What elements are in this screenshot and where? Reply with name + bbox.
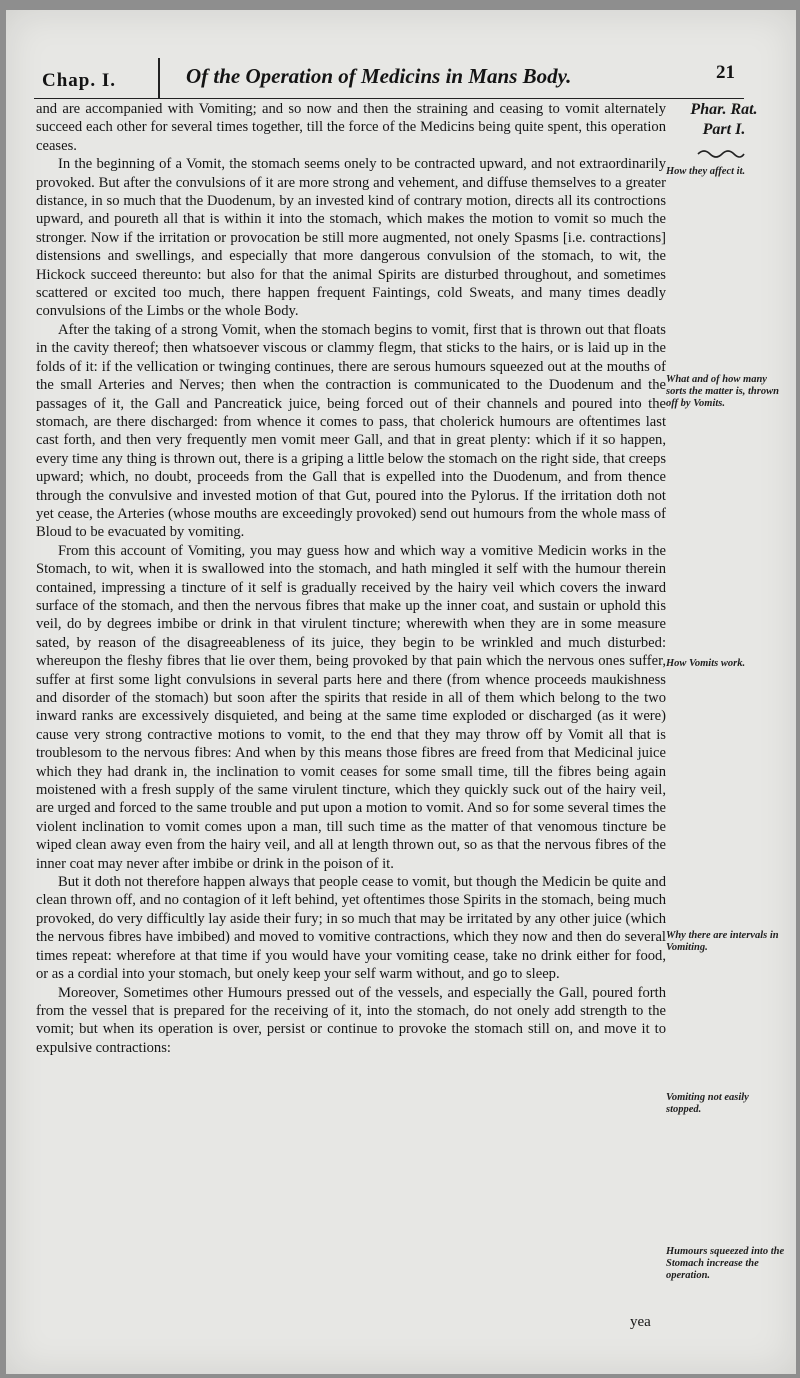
margin-note-3: How Vomits work. (666, 658, 746, 669)
margin-note-1: How they affect it. (666, 166, 746, 177)
main-text (36, 100, 666, 1057)
paragraph-5: But it doth not therefore happen always that people cease to vomit, but though the Medicin be quite and clean thrown off, and no contagion of it left behind, yet oftentimes those Spirits in the stomach, being much provoked, do very difficultly lay aside their fury; in so much that may be irritated by any other juice (which the nervous fibres have imbibed) and moved to vomitive contractions, which they now and then do several times repeat: wherefore at that time if you would have your vomiting cease, take no drink either for food, or as a cordial into your stomach, but onely keep your self warm without, and go to sleep. (36, 874, 666, 983)
margin-book-reference (654, 100, 794, 140)
margin-note-4: Why there are intervals in Vomiting. (666, 930, 779, 953)
flourish-ornament (696, 146, 746, 162)
margin-ref-line2: Part I. (702, 121, 746, 138)
margin-ref-line1: Phar. Rat. (690, 101, 758, 118)
margin-note-2: What and of how many sorts the matter is, thrown off by Vomits. (666, 374, 779, 409)
paragraph-6: Moreover, Sometimes other Humours pressed out of the vessels, and especially the Gall, poured forth from the vessel that is prepared for the receiving of it, into the stomach, do not onely add strength to the vomit; but when its operation is over, persist or continue to provoke the stomach still on, and move it to expulsive contractions: (36, 984, 666, 1056)
margin-note-6: Humours squeezed into the Stomach increase the operation. (666, 1246, 785, 1281)
page-number: 21 (716, 62, 735, 83)
catchword: yea (630, 1314, 651, 1330)
book-page (6, 10, 796, 1374)
running-title: Of the Operation of Medicins in Mans Body. (186, 64, 572, 88)
paragraph-1: and are accompanied with Vomiting; and so now and then the straining and ceasing to vomit alternately succeed each other for several times together, till the force of the Medicins being quite spent, this operation ceases. (36, 101, 666, 154)
running-header (34, 58, 744, 99)
margin-note-5: Vomiting not easily stopped. (666, 1092, 749, 1115)
chapter-label: Chap. I. (42, 70, 116, 91)
paragraph-2: In the beginning of a Vomit, the stomach seems onely to be contracted upward, and not extraordinarily provoked. But after the convulsions of it are more strong and vehement, and diffuse themselves to a greater distance, in so much that the Duodenum, by an invested kind of contrary motion, directs all its controctions upward, and poureth all that is within it into the stomach, which makes the motion to vomit so much the stronger. Now if the irritation or provocation be still more augmented, not onely Spasms [i.e. contractions] distensions and swellings, and especially that more dangerous convulsion of the stomach, to wit, the Hickock succeed thereunto: but also for that the animal Spirits are disturbed throughout, and sometimes scattered or excited too much, there happen frequent Faintings, cold Sweats, and many times deadly convulsions of the Limbs or the whole Body. (36, 156, 666, 320)
paragraph-4: From this account of Vomiting, you may guess how and which way a vomitive Medicin works in the Stomach, to wit, when it is swallowed into the stomach, and hath mingled it self with the humour therein contained, impressing a tincture of it self is gradually received by the hairy veil which covers the inward surface of the stomach, and then the nervous fibres that make up the inner coat, and sustain or uphold this veil, do by degrees imbibe or drink in that virulent tincture; wherewith when they are in some measure sated, by reason of the disagreeableness of its juice, they begin to be wrinkled and much disturbed: whereupon the fleshy fibres that lie over them, being provoked by that pain which the nervous ones suffer, suffer at first some light convulsions in several parts here and there (from whence proceeds maukishness and disorder of the stomach) but soon after the spirits that reside in all of them which belong to the two inward ranks are excessively disquieted, and being at the same time exploded or discharged (as it were) cause very strong contractive motions to vomit, to the end that they may throw off by Vomit all that is troublesom to the nervous fibres: And when by this means those fibres are freed from that Medicinal juice which they had drank in, the inclination to vomit ceases for some small time, till the fibres being again moistened with a fresh supply of the same virulent tincture, which they quickly suck out of the hairy veil, are urged and forced to the same trouble and put upon a motion to vomit. And so for some several times the violent inclination to vomit comes upon a man, till such time as the matter of that venomous tincture be wiped clean away even from the hairy veil, and all at length thrown out, so as that the nervous fibres of the inner coat may never after imbibe or drink in the poison of it. (36, 542, 666, 872)
paragraph-3: After the taking of a strong Vomit, when the stomach begins to vomit, first that is thrown out that floats in the cavity thereof; then whatsoever viscous or clammy flegm, that sticks to the hairs, or is laid up in the folds of it: if the vellication or twinging continues, there are serous humours squeezed out at the mouths of the small Arteries and Nerves; then when the contraction is communicated to the Duodenum and the passages of it, the Gall and Pancreatick juice, being forced out of their channels and poured into the stomach, are there discharged: from whence it comes to pass, that cholerick humours are oftentimes last cast forth, and then very frequently men vomit meer Gall, and that in great plenty: which if it so happen, every time any thing is thrown out, there is a griping a little below the stomach on the right side, that creeps upward; which, no doubt, proceeds from the Gall that is expelled into the Duodenum, and from thence through the convulsive and invested motion of that Gut, poured into the Pylorus. If the irritation doth not yet cease, the Arteries (whose mouths are exceedingly provoked) send out humours from the whole mass of Bloud to be evacuated by vomiting. (36, 321, 666, 541)
